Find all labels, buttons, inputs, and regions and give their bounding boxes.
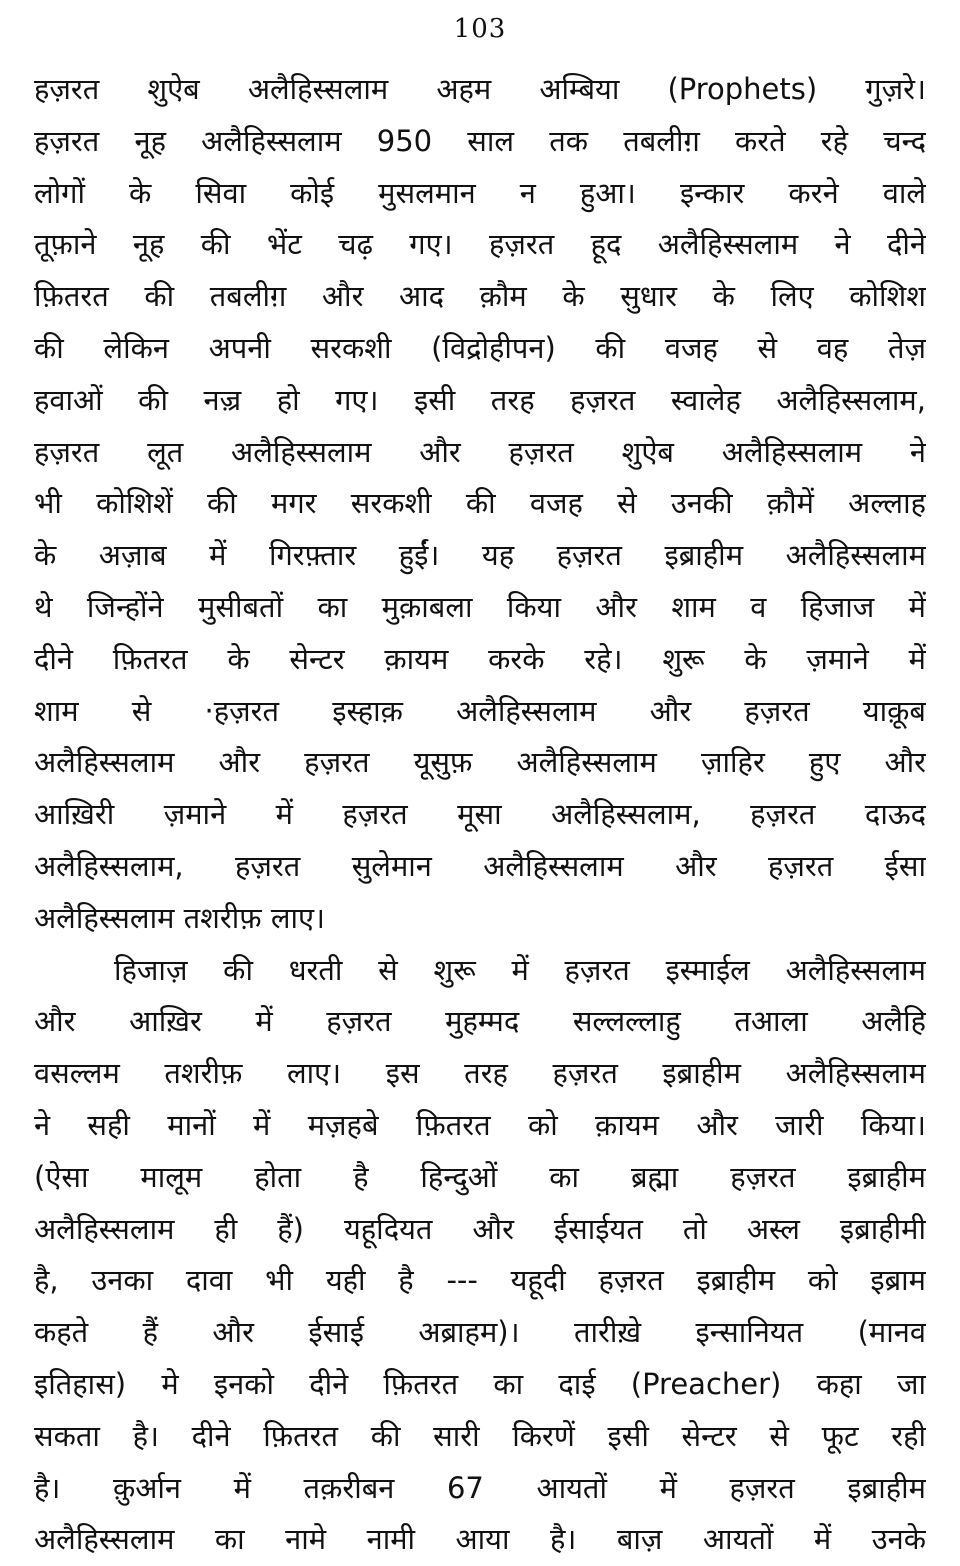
text-line: हज़रत लूत अलैहिस्सलाम और हज़रत शुऐब अलैहिस्सलाम ने [34, 434, 926, 469]
text-line: शाम से ·हज़रत इस्हाक़ अलैहिस्सलाम और हज़रत याक़ूब [34, 693, 926, 728]
text-line: हज़रत शुऐब अलैहिस्सलाम अहम अम्बिया (Prophets) गुज़रे। [34, 72, 926, 106]
text-line: (ऐसा मालूम होता है हिन्दुओं का ब्रह्मा हज़रत इब्राहीम [34, 1159, 926, 1194]
text-line: इतिहास) मे इनको दीने फ़ितरत का दाई (Preacher) कहा जा [34, 1366, 926, 1401]
paragraph-start-line: हिजाज़ की धरती से शुरू में हज़रत इस्माईल अलैहिस्सलाम [114, 952, 926, 987]
text-line: है, उनका दावा भी यही है --- यहूदी हज़रत इब्राहीम को इब्राम [34, 1263, 926, 1298]
text-line: तूफ़ाने नूह की भेंट चढ़ गए। हज़रत हूद अलैहिस्सलाम ने दीने [34, 227, 926, 262]
text-line: के अज़ाब में गिरफ़्तार हुईं। यह हज़रत इब्राहीम अलैहिस्सलाम [34, 538, 926, 573]
body-text [34, 64, 926, 1566]
text-line: फ़ितरत की तबलीग़ और आद क़ौम के सुधार के लिए कोशिश [34, 279, 926, 314]
text-line: सकता है। दीने फ़ितरत की सारी किरणें इसी सेन्टर से फूट रही [34, 1418, 926, 1453]
text-line: अलैहिस्सलाम का नामे नामी आया है। बाज़ आयतों में उनके [34, 1522, 926, 1557]
page-number: 103 [453, 14, 507, 44]
text-line: लोगों के सिवा कोई मुसलमान न हुआ। इन्कार करने वाले [34, 175, 926, 210]
text-line: आख़िरी ज़माने में हज़रत मूसा अलैहिस्सलाम, हज़रत दाऊद [34, 797, 926, 832]
text-line: दीने फ़ितरत के सेन्टर क़ायम करके रहे। शुरू के ज़माने में [34, 641, 926, 676]
text-line: भी कोशिशें की मगर सरकशी की वजह से उनकी क़ौमें अल्लाह [34, 486, 926, 521]
text-line: है। क़ुर्आन में तक़रीबन 67 आयतों में हज़रत इब्राहीम [34, 1470, 926, 1505]
text-line: थे जिन्होंने मुसीबतों का मुक़ाबला किया और शाम व हिजाज में [34, 589, 926, 624]
text-line: वसल्लम तशरीफ़ लाए। इस तरह हज़रत इब्राहीम अलैहिस्सलाम [34, 1056, 926, 1091]
text-line: अलैहिस्सलाम और हज़रत यूसुफ़ अलैहिस्सलाम ज़ाहिर हुए और [34, 745, 926, 780]
text-line: अलैहिस्सलाम ही हैं) यहूदियत और ईसाईयत तो अस्ल इब्राहीमी [34, 1211, 926, 1246]
text-line: कहते हैं और ईसाई अब्राहम)। तारीख़े इन्सानियत (मानव [34, 1315, 926, 1350]
text-line: हज़रत नूह अलैहिस्सलाम 950 साल तक तबलीग़ करते रहे चन्द [34, 123, 926, 158]
text-line: हवाओं की नज़्र हो गए। इसी तरह हज़रत स्वालेह अलैहिस्सलाम, [34, 382, 926, 417]
paragraph-end-line: अलैहिस्सलाम तशरीफ़ लाए। [34, 900, 326, 935]
text-line: ने सही मानों में मज़हबे फ़ितरत को क़ायम और जारी किया। [34, 1107, 926, 1142]
text-line: अलैहिस्सलाम, हज़रत सुलेमान अलैहिस्सलाम और हज़रत ईसा [34, 848, 926, 883]
text-line: और आख़िर में हज़रत मुहम्मद सल्लल्लाहु तआला अलैहि [34, 1004, 926, 1039]
text-line: की लेकिन अपनी सरकशी (विद्रोहीपन) की वजह से वह तेज़ [34, 330, 926, 365]
